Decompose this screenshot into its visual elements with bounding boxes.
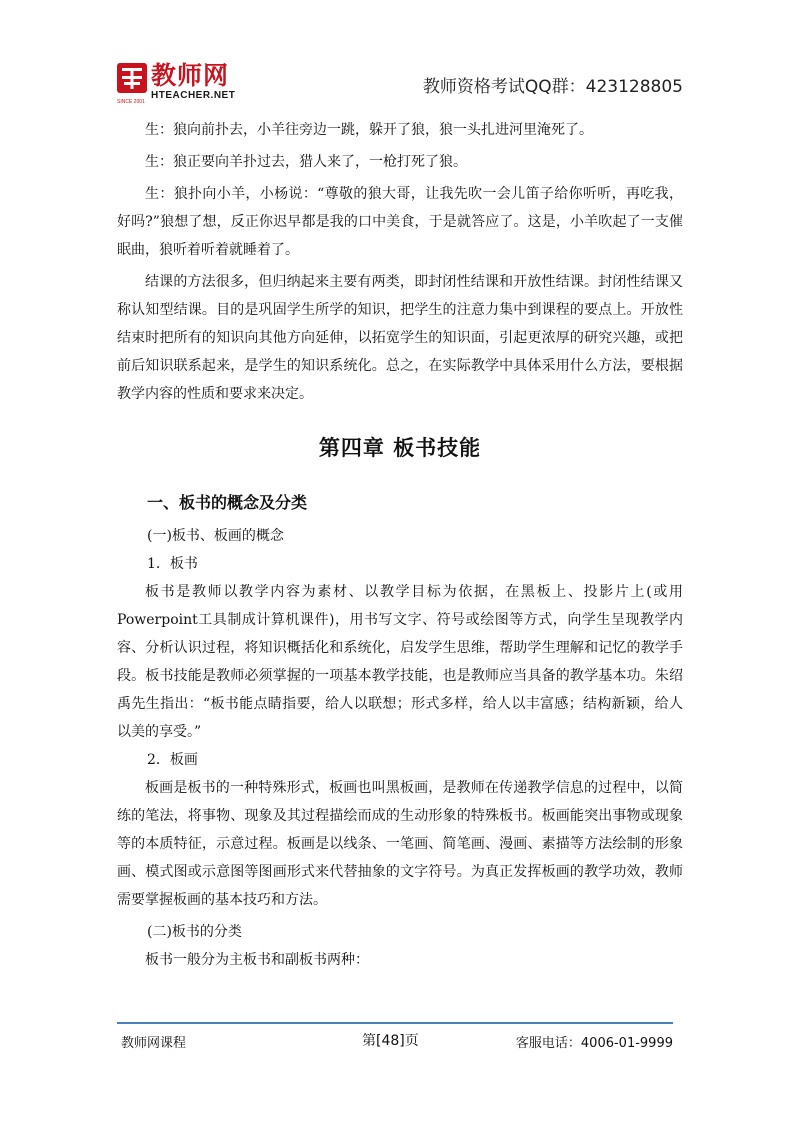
dialogue-line-1: 生：狼向前扑去，小羊往旁边一跳，躲开了狼，狼一头扎进河里淹死了。 bbox=[145, 122, 593, 138]
footer-course-label: 教师网课程 bbox=[121, 1036, 187, 1051]
qq-group-text: 教师资格考试QQ群：423128805 bbox=[422, 77, 683, 97]
classification-paragraph: 板书一般分为主板书和副板书两种： bbox=[145, 952, 369, 968]
chapter-title: 第四章 板书技能 bbox=[318, 436, 482, 460]
section-title: 一、板书的概念及分类 bbox=[147, 493, 308, 512]
logo-since-text: SINCE 2001 bbox=[117, 99, 145, 105]
banhua-paragraph: 板画是板书的一种特殊形式，板画也叫黑板画，是教师在传递教学信息的过程中，以简练的笔法，将事物、现象及其过程描绘而成的生动形象的特殊板书。板画能突出事物或现象等的本质特征，示意过程。板画是以线条、一笔画、简笔画、漫画、素描等方法绘制的形象画、模式图或示意图等图画形式来代替抽象的文字符号。为真正发挥板画的教学功效，教师需要掌握板画的基本技巧和方法。 bbox=[117, 780, 683, 908]
logo bbox=[117, 61, 236, 105]
banshu-paragraph: 板书是教师以教学内容为素材、以教学目标为依据，在黑板上、投影片上(或用Powerpoint工具制成计算机课件)，用书写文字、符号或绘图等方式，向学生呈现教学内容、分析认识过程，将知识概括化和系统化，启发学生思维，帮助学生理解和记忆的教学手段。板书技能是教师必须掌握的一项基本教学技能，也是教师应当具备的教学基本功。朱绍禹先生指出：“板书能点睛指要，给人以联想；形式多样，给人以丰富感；结构新颖，给人以美的享受。” bbox=[117, 584, 683, 740]
logo-emblem-icon bbox=[117, 63, 147, 105]
logo-english-text: HTEACHER.NET bbox=[151, 90, 236, 101]
closing-methods-paragraph: 结课的方法很多，但归纳起来主要有两类，即封闭性结课和开放性结课。封闭性结课又称认知型结课。目的是巩固学生所学的知识，把学生的注意力集中到课程的要点上。开放性结束时把所有的知识向其他方向延伸，以拓宽学生的知识面，引起更浓厚的研究兴趣，或把前后知识联系起来，是学生的知识系统化。总之，在实际教学中具体采用什么方法，要根据教学内容的性质和要求来决定。 bbox=[117, 274, 683, 402]
subsection-classification: (二)板书的分类 bbox=[147, 924, 242, 940]
item-banshu-heading: 1．板书 bbox=[147, 556, 198, 572]
page-header bbox=[0, 0, 800, 110]
subsection-concepts: (一)板书、板画的概念 bbox=[147, 528, 284, 544]
page-number: 第[48]页 bbox=[362, 1033, 419, 1049]
footer-phone: 客服电话：4006-01-9999 bbox=[515, 1036, 673, 1051]
dialogue-line-3: 生：狼扑向小羊，小杨说：“尊敬的狼大哥，让我先吹一会儿笛子给你听听，再吃我，好吗?”狼想了想，反正你迟早都是我的口中美食，于是就答应了。这是，小羊吹起了一支催眠曲，狼听着听着就睡着了。 bbox=[117, 186, 683, 258]
dialogue-line-2: 生：狼正要向羊扑过去，猎人来了，一枪打死了狼。 bbox=[145, 154, 467, 170]
logo-chinese-text: 教师网 bbox=[151, 61, 230, 90]
item-banhua-heading: 2．板画 bbox=[147, 752, 198, 768]
footer-divider bbox=[117, 1022, 673, 1024]
document-body bbox=[117, 116, 683, 974]
